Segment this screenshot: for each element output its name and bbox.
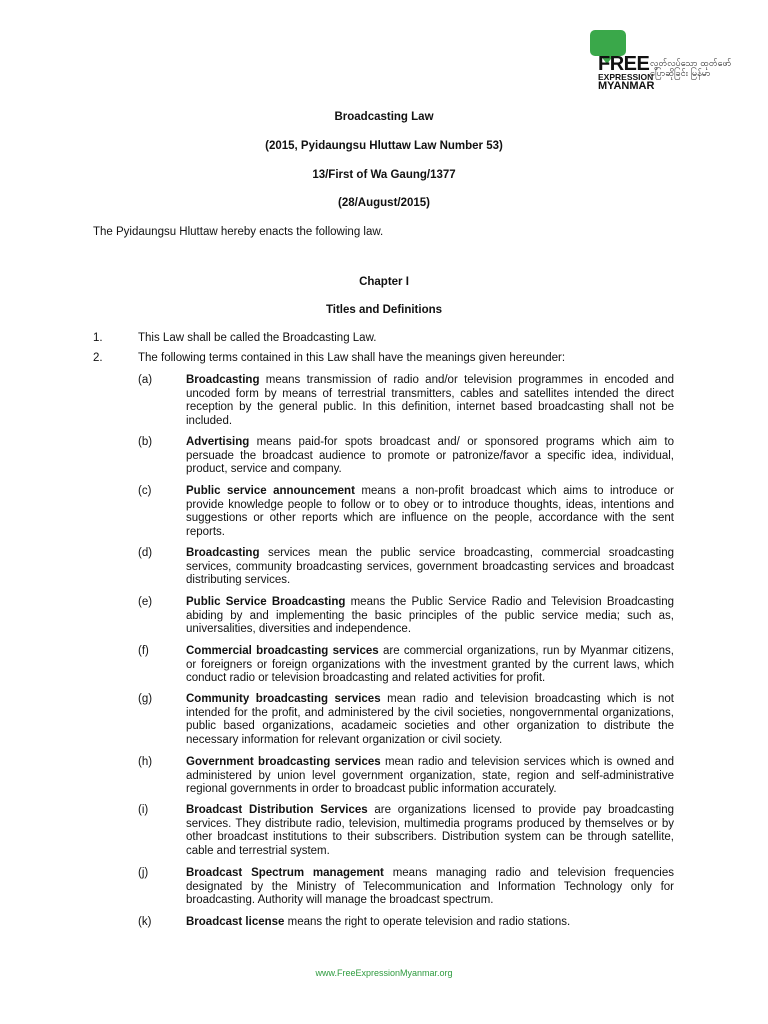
definition-label: (g) xyxy=(138,693,153,705)
chapter-subheading: Titles and Definitions xyxy=(325,304,443,316)
definition-text: mean radio and television broadcasting which is not intended for the profit, and administered by the civil societies, nongovernmental organizations, public based organizations, acadameic societies and other organization to distribute the necessary information for relevant organization or civil society. xyxy=(186,693,674,746)
definition-label: (e) xyxy=(138,596,153,608)
document-title: Broadcasting Law xyxy=(334,111,434,123)
definition-label: (h) xyxy=(138,756,153,768)
definition-text: means transmission of radio and/or television programmes in encoded and uncoded form by means of terrestrial transmitters, cables and satellites intended the direct reception by the general public. In this definition, internet based broadcasting shall not be included. xyxy=(186,374,674,427)
definition-term: Broadcasting xyxy=(186,547,260,559)
definition-label: (i) xyxy=(138,804,149,816)
definition-label: (a) xyxy=(138,374,153,386)
definition-term: Broadcasting xyxy=(186,374,260,386)
definition-label: (b) xyxy=(138,436,153,448)
gregorian-date: (28/August/2015) xyxy=(337,197,431,209)
definition-label: (f) xyxy=(138,645,149,657)
enactment-clause: The Pyidaungsu Hluttaw hereby enacts the following law. xyxy=(93,226,384,238)
definition-text: are commercial organizations, run by Myanmar citizens, or foreigners or foreign organizations with the investment granted by the current laws, which conduct radio or television broadcasting and related activities for profit. xyxy=(186,645,674,685)
definition-text: means the right to operate television and radio stations. xyxy=(284,916,571,928)
definition-term: Public service announcement xyxy=(186,485,355,497)
chapter-heading: Chapter I xyxy=(359,276,409,288)
definition-label: (k) xyxy=(138,916,152,928)
definition-term: Government broadcasting services xyxy=(186,756,381,768)
definition-term: Broadcast Distribution Services xyxy=(186,804,368,816)
definition-text: means paid-for spots broadcast and/ or sponsored programs which aim to persuade the broadcast audience to promote or patronize/favor a specific idea, individual, product, service and company. xyxy=(186,436,674,476)
definition-text: services mean the public service broadcasting, commercial sroadcasting services, community broadcasting services, government broadcasting services and broadcast distributing services. xyxy=(186,547,674,587)
section-text: The following terms contained in this Law shall have the meanings given hereunder: xyxy=(138,352,566,364)
definition-term: Broadcast license xyxy=(186,916,285,928)
definition-term: Advertising xyxy=(186,436,250,448)
free-expression-myanmar-logo xyxy=(588,28,738,94)
logo-free-text: FREE xyxy=(598,53,650,75)
section-number: 2. xyxy=(93,352,103,364)
definition-term: Community broadcasting services xyxy=(186,693,381,705)
definition-label: (j) xyxy=(138,867,149,879)
section-text: This Law shall be called the Broadcasting Law. xyxy=(138,332,377,344)
definition-term: Commercial broadcasting services xyxy=(186,645,379,657)
definition-label: (c) xyxy=(138,485,152,497)
footer-website-link[interactable]: www.FreeExpressionMyanmar.org xyxy=(315,968,453,978)
definition-text: are organizations licensed to provide pay broadcasting services. They distribute radio, television, multimedia programs produced by themselves or by other broadcast institutions to their subscribers. Distribution system can be through satellite, cable and terrestrial system. xyxy=(186,804,674,857)
logo-myanmar-text: MYANMAR xyxy=(598,80,655,92)
definition-term: Public Service Broadcasting xyxy=(186,596,346,608)
definition-text: mean radio and television services which is owned and administered by union level government organization, state, region and self-administrative regional governments in order to broadcast public information accurately. xyxy=(186,756,674,796)
section-number: 1. xyxy=(93,332,103,344)
definition-text: means a non-profit broadcast which aims to introduce or provide knowledge people to follow or to obey or to introduce thoughts, ideas, intentions and suggestions or other reports which are influence on the people, accordance with the sent reports. xyxy=(186,485,674,538)
definition-term: Broadcast Spectrum management xyxy=(186,867,384,879)
logo-burmese-text: လွတ်လပ်သော ထုတ်ဖော်ပြောဆိုခြင်း မြန်မာ xyxy=(650,58,732,78)
definition-text: means the Public Service Radio and Television Broadcasting abiding by and implementing the basic principles of the public service media; such as, universalities, diversities and independence. xyxy=(186,596,674,636)
logo-expression-text: EXPRESSION xyxy=(598,72,654,82)
myanmar-date: 13/First of Wa Gaung/1377 xyxy=(312,169,456,181)
definition-text: means managing radio and television frequencies designated by the Ministry of Telecommunication and Information Technology only for broadcasting. Authority will manage the broadcast spectrum. xyxy=(186,867,674,907)
law-number: (2015, Pyidaungsu Hluttaw Law Number 53) xyxy=(265,140,503,152)
definition-label: (d) xyxy=(138,547,153,559)
